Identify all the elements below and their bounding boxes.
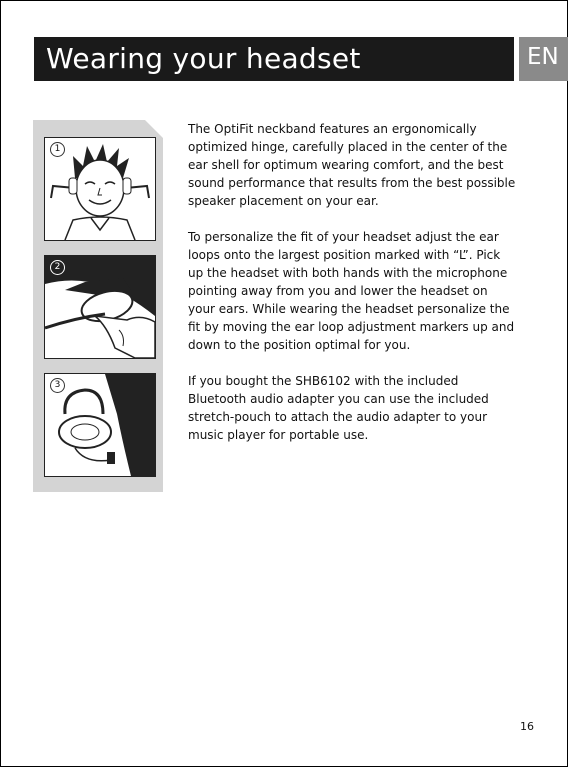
- illustration-step-3: [44, 373, 156, 477]
- paragraph-adapter: If you bought the SHB6102 with the included Bluetooth audio adapter you can use the included stretch-pouch to attach the audio adapter to your music player for portable use.: [188, 374, 489, 442]
- title-bar: [34, 37, 514, 81]
- panel-corner-notch: [145, 120, 163, 138]
- language-tab: [519, 37, 568, 81]
- illustration-panel: [33, 120, 163, 492]
- page-number: 16: [520, 720, 534, 733]
- page-title: Wearing your headset: [46, 42, 361, 75]
- body-text: [188, 120, 518, 462]
- step-number-1: 1: [50, 142, 65, 157]
- paragraph-fit: To personalize the fit of your headset adjust the ear loops onto the largest position marked with “L”. Pick up the headset with both hands with the microphone pointing away from you and lower the headset on your ears. While wearing the headset personalize the fit by moving the ear loop adjustment markers up and down to the position optimal for you.: [188, 230, 515, 352]
- illustration-step-2: [44, 255, 156, 359]
- step-number-2: 2: [50, 260, 65, 275]
- language-label: EN: [527, 44, 559, 70]
- paragraph-neckband: The OptiFit neckband features an ergonomically optimized hinge, carefully placed in the center of the ear shell for optimum wearing comfort, and the best sound performance that results from the best possible speaker placement on your ear.: [188, 122, 516, 208]
- illustration-step-1: [44, 137, 156, 241]
- step-number-3: 3: [50, 378, 65, 393]
